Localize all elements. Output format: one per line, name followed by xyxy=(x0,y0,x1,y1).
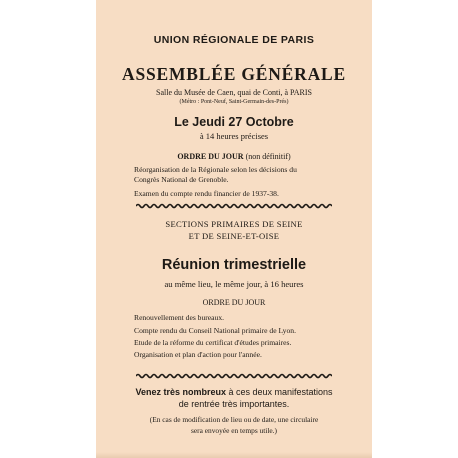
agenda-item: Réorganisation de la Régionale selon les décisions du xyxy=(134,165,297,174)
notice-line1: (En cas de modification de lieu ou de date, une circulaire xyxy=(149,415,319,424)
sections-heading-line1: SECTIONS PRIMAIRES DE SEINE xyxy=(165,219,303,229)
sections-heading-line2: ET DE SEINE-ET-OISE xyxy=(188,231,280,241)
page-title: ASSEMBLÉE GÉNÉRALE xyxy=(122,64,346,84)
venue-line: Salle du Musée de Caen, quai de Conti, à PARIS xyxy=(156,88,312,97)
notice-line2: sera envoyée en temps utile.) xyxy=(191,426,277,435)
union-heading: UNION RÉGIONALE DE PARIS xyxy=(153,34,315,46)
list-item: Etude de la réforme du certificat d'études primaires. xyxy=(134,338,292,347)
wavy-divider xyxy=(136,203,332,209)
agenda-item-continued: Congrès National de Grenoble. xyxy=(134,175,229,184)
meeting-detail: au même lieu, le même jour, à 16 heures xyxy=(164,279,304,289)
flyer-paper xyxy=(96,0,372,458)
metro-line: (Métro : Pont-Neuf, Saint-Germain-des-Prés) xyxy=(179,99,289,105)
list-item: Renouvellement des bureaux. xyxy=(134,313,225,322)
call-to-attend-bold: Venez très nombreux xyxy=(135,387,226,397)
call-to-attend-rest: à ces deux manifestations xyxy=(225,387,333,397)
agenda2-heading: ORDRE DU JOUR xyxy=(202,298,266,307)
meeting-time: à 14 heures précises xyxy=(199,131,269,141)
wavy-divider xyxy=(136,373,332,379)
agenda-heading xyxy=(96,152,372,161)
call-to-attend-line2: de rentrée très importantes. xyxy=(178,399,290,409)
meeting-title: Réunion trimestrielle xyxy=(161,257,307,273)
agenda-heading-note: (non définitif) xyxy=(245,152,291,161)
call-to-attend xyxy=(96,387,372,397)
meeting-date: Le Jeudi 27 Octobre xyxy=(174,115,294,129)
agenda-heading-label: ORDRE DU JOUR xyxy=(177,152,244,161)
list-item: Compte rendu du Conseil National primaire de Lyon. xyxy=(134,326,296,335)
agenda-item: Examen du compte rendu financier de 1937-38. xyxy=(134,189,279,198)
list-item: Organisation et plan d'action pour l'année. xyxy=(134,350,262,359)
